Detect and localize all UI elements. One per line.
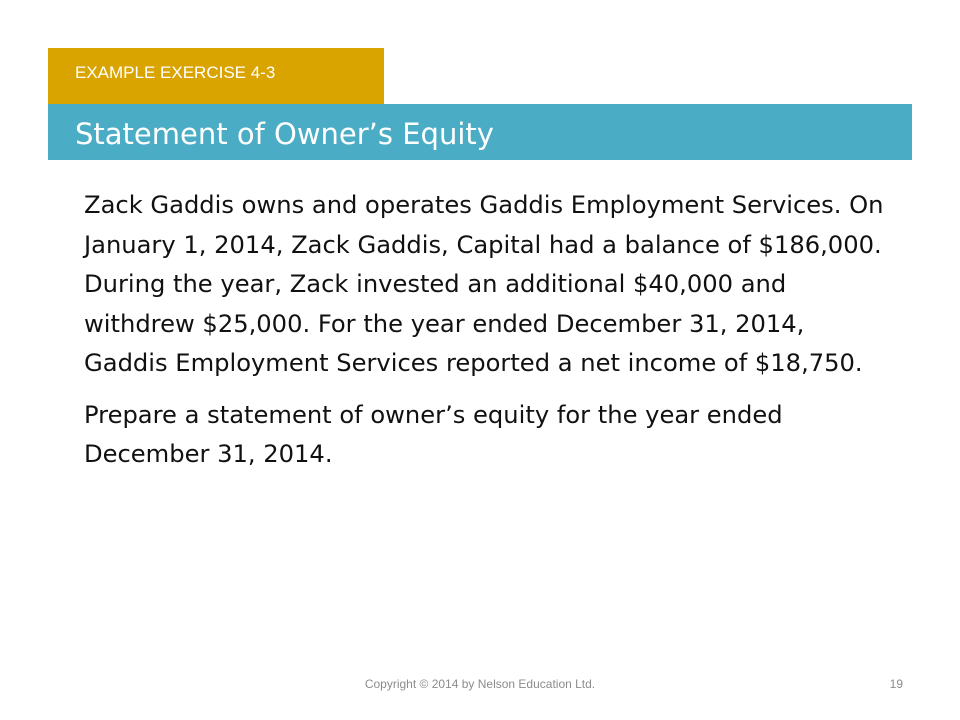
instruction-paragraph: Prepare a statement of owner’s equity for the year ended December 31, 2014. xyxy=(84,400,783,468)
slide-content xyxy=(84,186,884,475)
copyright-footer: Copyright © 2014 by Nelson Education Ltd. xyxy=(364,677,596,691)
exercise-label: EXAMPLE EXERCISE 4-3 xyxy=(75,63,276,82)
slide-title-bar xyxy=(48,104,912,160)
page-number: 19 xyxy=(889,677,903,691)
slide-title: Statement of Owner’s Equity xyxy=(75,117,494,151)
problem-paragraph: Zack Gaddis owns and operates Gaddis Employment Services. On January 1, 2014, Zack Gaddis, Capital had a balance of $186,000. During the year, Zack invested an additional $40,000 and withdrew $25,000. For the year ended December 31, 2014, Gaddis Employment Services reported a net income of $18,750. xyxy=(84,191,884,377)
exercise-tab xyxy=(48,48,384,104)
